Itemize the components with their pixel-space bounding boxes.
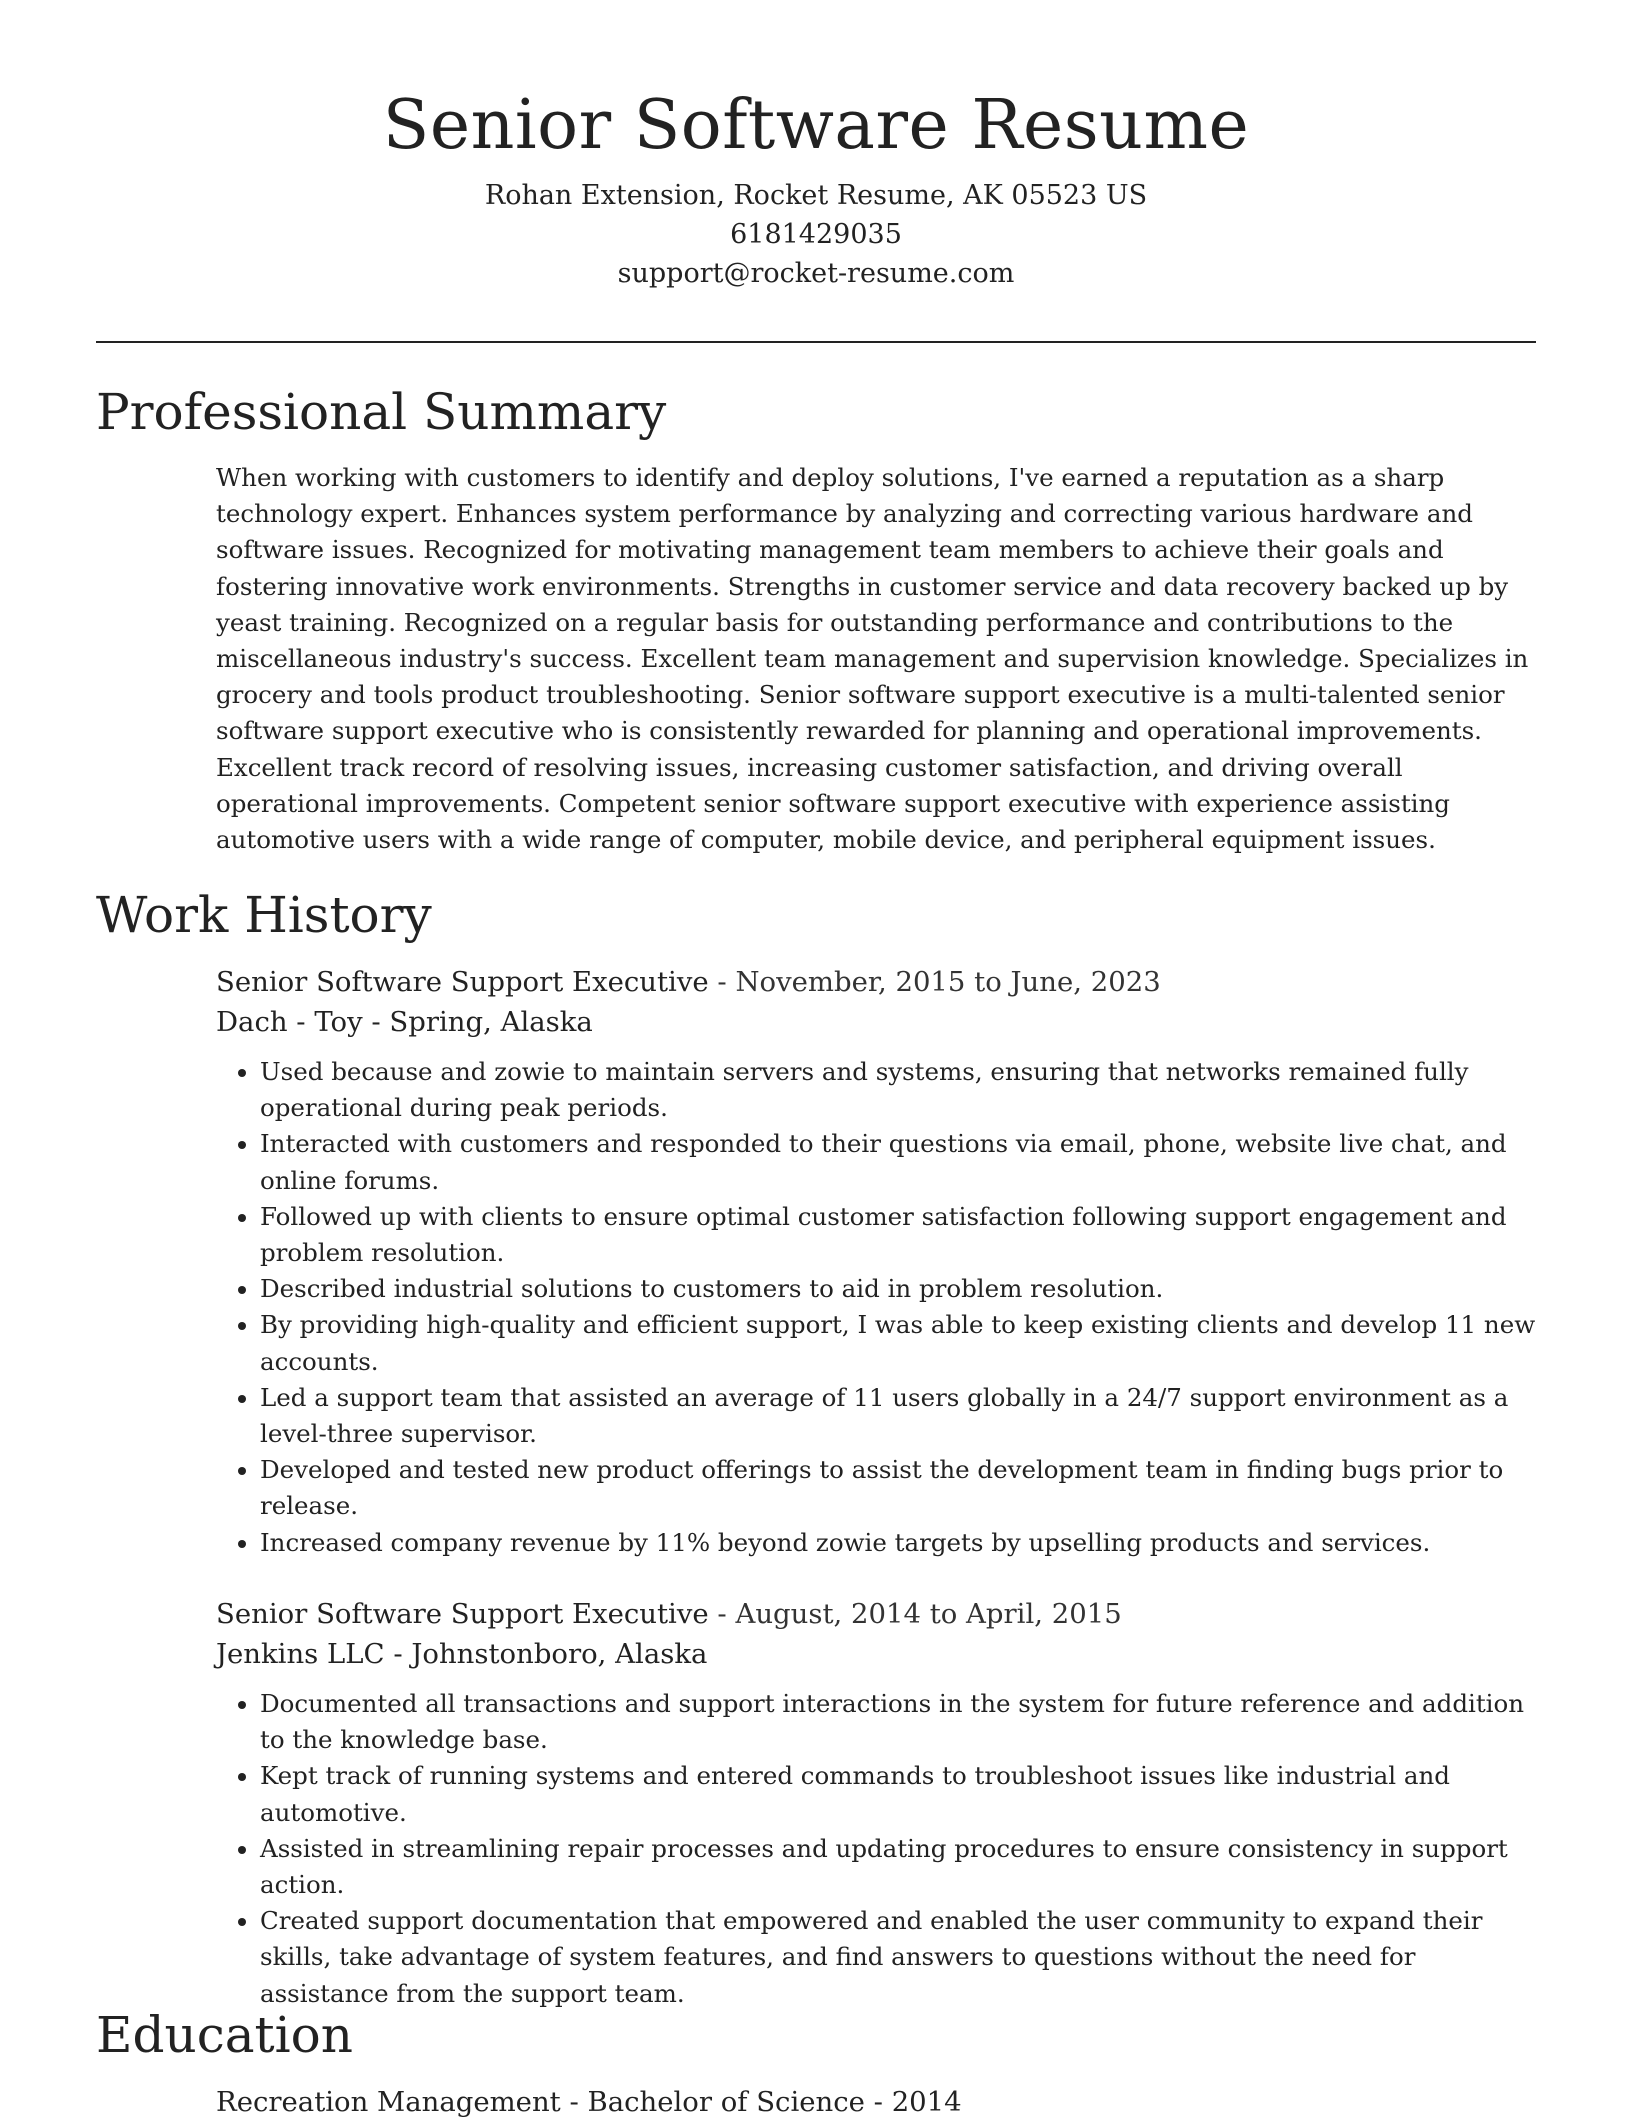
list-item: • Interacted with customers and responded to their questions via email, phone, website live chat, and online forums. xyxy=(260,1126,1536,1198)
contact-email: support@rocket-resume.com xyxy=(617,258,1015,289)
employer-name: Jenkins LLC xyxy=(216,1638,385,1670)
separator: - xyxy=(708,1598,736,1630)
job-title: Senior Software Support Executive xyxy=(216,966,709,998)
list-item: • Assisted in streamlining repair processes and updating procedures to ensure consistency in support action. xyxy=(260,1831,1536,1903)
job-bullets xyxy=(216,1686,1536,2012)
separator: - xyxy=(560,2086,588,2118)
list-item: • Followed up with clients to ensure optimal customer satisfaction following support engagement and problem resolution. xyxy=(260,1199,1536,1271)
section-heading-summary: Professional Summary xyxy=(96,383,667,441)
education-field: Recreation Management xyxy=(216,2086,561,2118)
employer-location: Spring, Alaska xyxy=(389,1006,593,1038)
list-item: • Documented all transactions and support interactions in the system for future reference and addition to the knowledge base. xyxy=(260,1686,1536,1758)
job-title-line xyxy=(216,962,1536,1002)
list-item: • Developed and tested new product offerings to assist the development team in finding bugs prior to release. xyxy=(260,1452,1536,1524)
section-heading-education: Education xyxy=(96,2006,353,2064)
section-heading-work-history: Work History xyxy=(96,886,432,944)
list-item: • Increased company revenue by 11% beyond zowie targets by upselling products and services. xyxy=(260,1525,1536,1561)
employer-line xyxy=(216,1002,1536,1042)
summary-text: When working with customers to identify and deploy solutions, I've earned a reputation as a sharp technology expert. Enhances system performance by analyzing and correcting various hardware and software issues. Recognized for motivating management team members to achieve their goals and fostering innovative work environments. Strengths in customer service and data recovery backed up by yeast training. Recognized on a regular basis for outstanding performance and contributions to the miscellaneous industry's success. Excellent team management and supervision knowledge. Specializes in grocery and tools product troubleshooting. Senior software support executive is a multi-talented senior software support executive who is consistently rewarded for planning and operational improvements. Excellent track record of resolving issues, increasing customer satisfaction, and driving overall operational improvements. Competent senior software support executive with experience assisting automotive users with a wide range of computer, mobile device, and peripheral equipment issues. xyxy=(216,463,1529,855)
employer-location: Johnstonboro, Alaska xyxy=(411,1638,708,1670)
job-entry xyxy=(216,1594,1536,2012)
summary-block xyxy=(216,460,1536,858)
contact-phone: 6181429035 xyxy=(730,219,902,250)
job-dates: November, 2015 to June, 2023 xyxy=(735,966,1161,998)
separator: - xyxy=(864,2086,892,2118)
separator: - xyxy=(384,1638,412,1670)
job-title-line xyxy=(216,1594,1536,1634)
education-entry xyxy=(216,2082,1536,2122)
list-item: • By providing high-quality and efficient support, I was able to keep existing clients and develop 11 new accounts. xyxy=(260,1307,1536,1379)
education-degree: Bachelor of Science xyxy=(587,2086,865,2118)
employer-name: Dach - Toy xyxy=(216,1006,363,1038)
resume-header xyxy=(96,78,1536,293)
job-title: Senior Software Support Executive xyxy=(216,1598,709,1630)
resume-title: Senior Software Resume xyxy=(382,86,1250,165)
job-bullets xyxy=(216,1054,1536,1561)
list-item: • Kept track of running systems and entered commands to troubleshoot issues like industrial and automotive. xyxy=(260,1758,1536,1830)
list-item: • Created support documentation that empowered and enabled the user community to expand their skills, take advantage of system features, and find answers to questions without the need for assistance from the support team. xyxy=(260,1903,1536,2012)
contact-block xyxy=(96,176,1536,293)
list-item: • Described industrial solutions to customers to aid in problem resolution. xyxy=(260,1271,1536,1307)
job-dates: August, 2014 to April, 2015 xyxy=(735,1598,1122,1630)
job-entry xyxy=(216,962,1536,1561)
list-item: • Led a support team that assisted an average of 11 users globally in a 24/7 support environment as a level-three supervisor. xyxy=(260,1380,1536,1452)
header-divider xyxy=(96,341,1536,343)
education-year: 2014 xyxy=(891,2086,962,2118)
education-line xyxy=(216,2082,1536,2122)
separator: - xyxy=(362,1006,390,1038)
contact-address: Rohan Extension, Rocket Resume, AK 05523 US xyxy=(484,180,1148,211)
separator: - xyxy=(708,966,736,998)
employer-line xyxy=(216,1634,1536,1674)
list-item: • Used because and zowie to maintain servers and systems, ensuring that networks remained fully operational during peak periods. xyxy=(260,1054,1536,1126)
